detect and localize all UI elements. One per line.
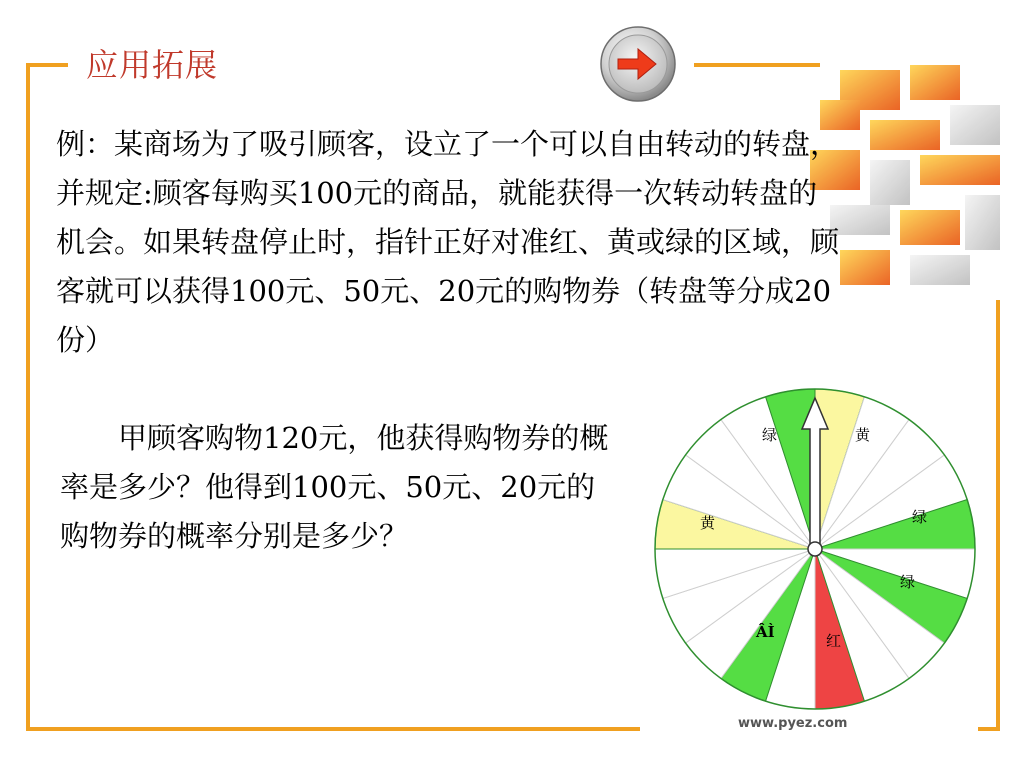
frame-bottom-right-border	[978, 727, 1000, 731]
label-red: 红	[826, 632, 842, 650]
label-green-bottom: ÂÌ	[756, 623, 775, 641]
frame-left-border	[26, 63, 30, 731]
label-yellow-left: 黄	[700, 514, 716, 532]
question-paragraph: 甲顾客购物120元，他获得购物券的概率是多少？他得到100元、50元、20元的购物券的概率分别是多少？	[60, 421, 609, 553]
label-green-right-2: 绿	[900, 573, 916, 591]
spinner-wheel	[650, 384, 980, 714]
next-slide-button[interactable]	[598, 24, 678, 104]
problem-paragraph: 例：某商场为了吸引顾客，设立了一个可以自由转动的转盘，并规定:顾客每购买100元的商品，就能获得一次转动转盘的机会。如果转盘停止时，指针正好对准红、黄或绿的区域，顾客就可以获得100元、50元、20元的购物券（转盘等分成20份）	[56, 127, 840, 357]
label-green-right-1: 绿	[912, 508, 928, 526]
frame-right-border	[996, 300, 1000, 731]
slide-title: 应用拓展	[86, 46, 219, 84]
wheel-center-pin	[808, 542, 822, 556]
label-yellow-top: 黄	[855, 426, 871, 444]
frame-top-left-border	[26, 63, 68, 67]
website-footer: www.pyez.com	[738, 716, 848, 731]
label-green-top: 绿	[762, 426, 778, 444]
arrow-right-icon	[598, 24, 678, 104]
frame-bottom-border	[26, 727, 640, 731]
